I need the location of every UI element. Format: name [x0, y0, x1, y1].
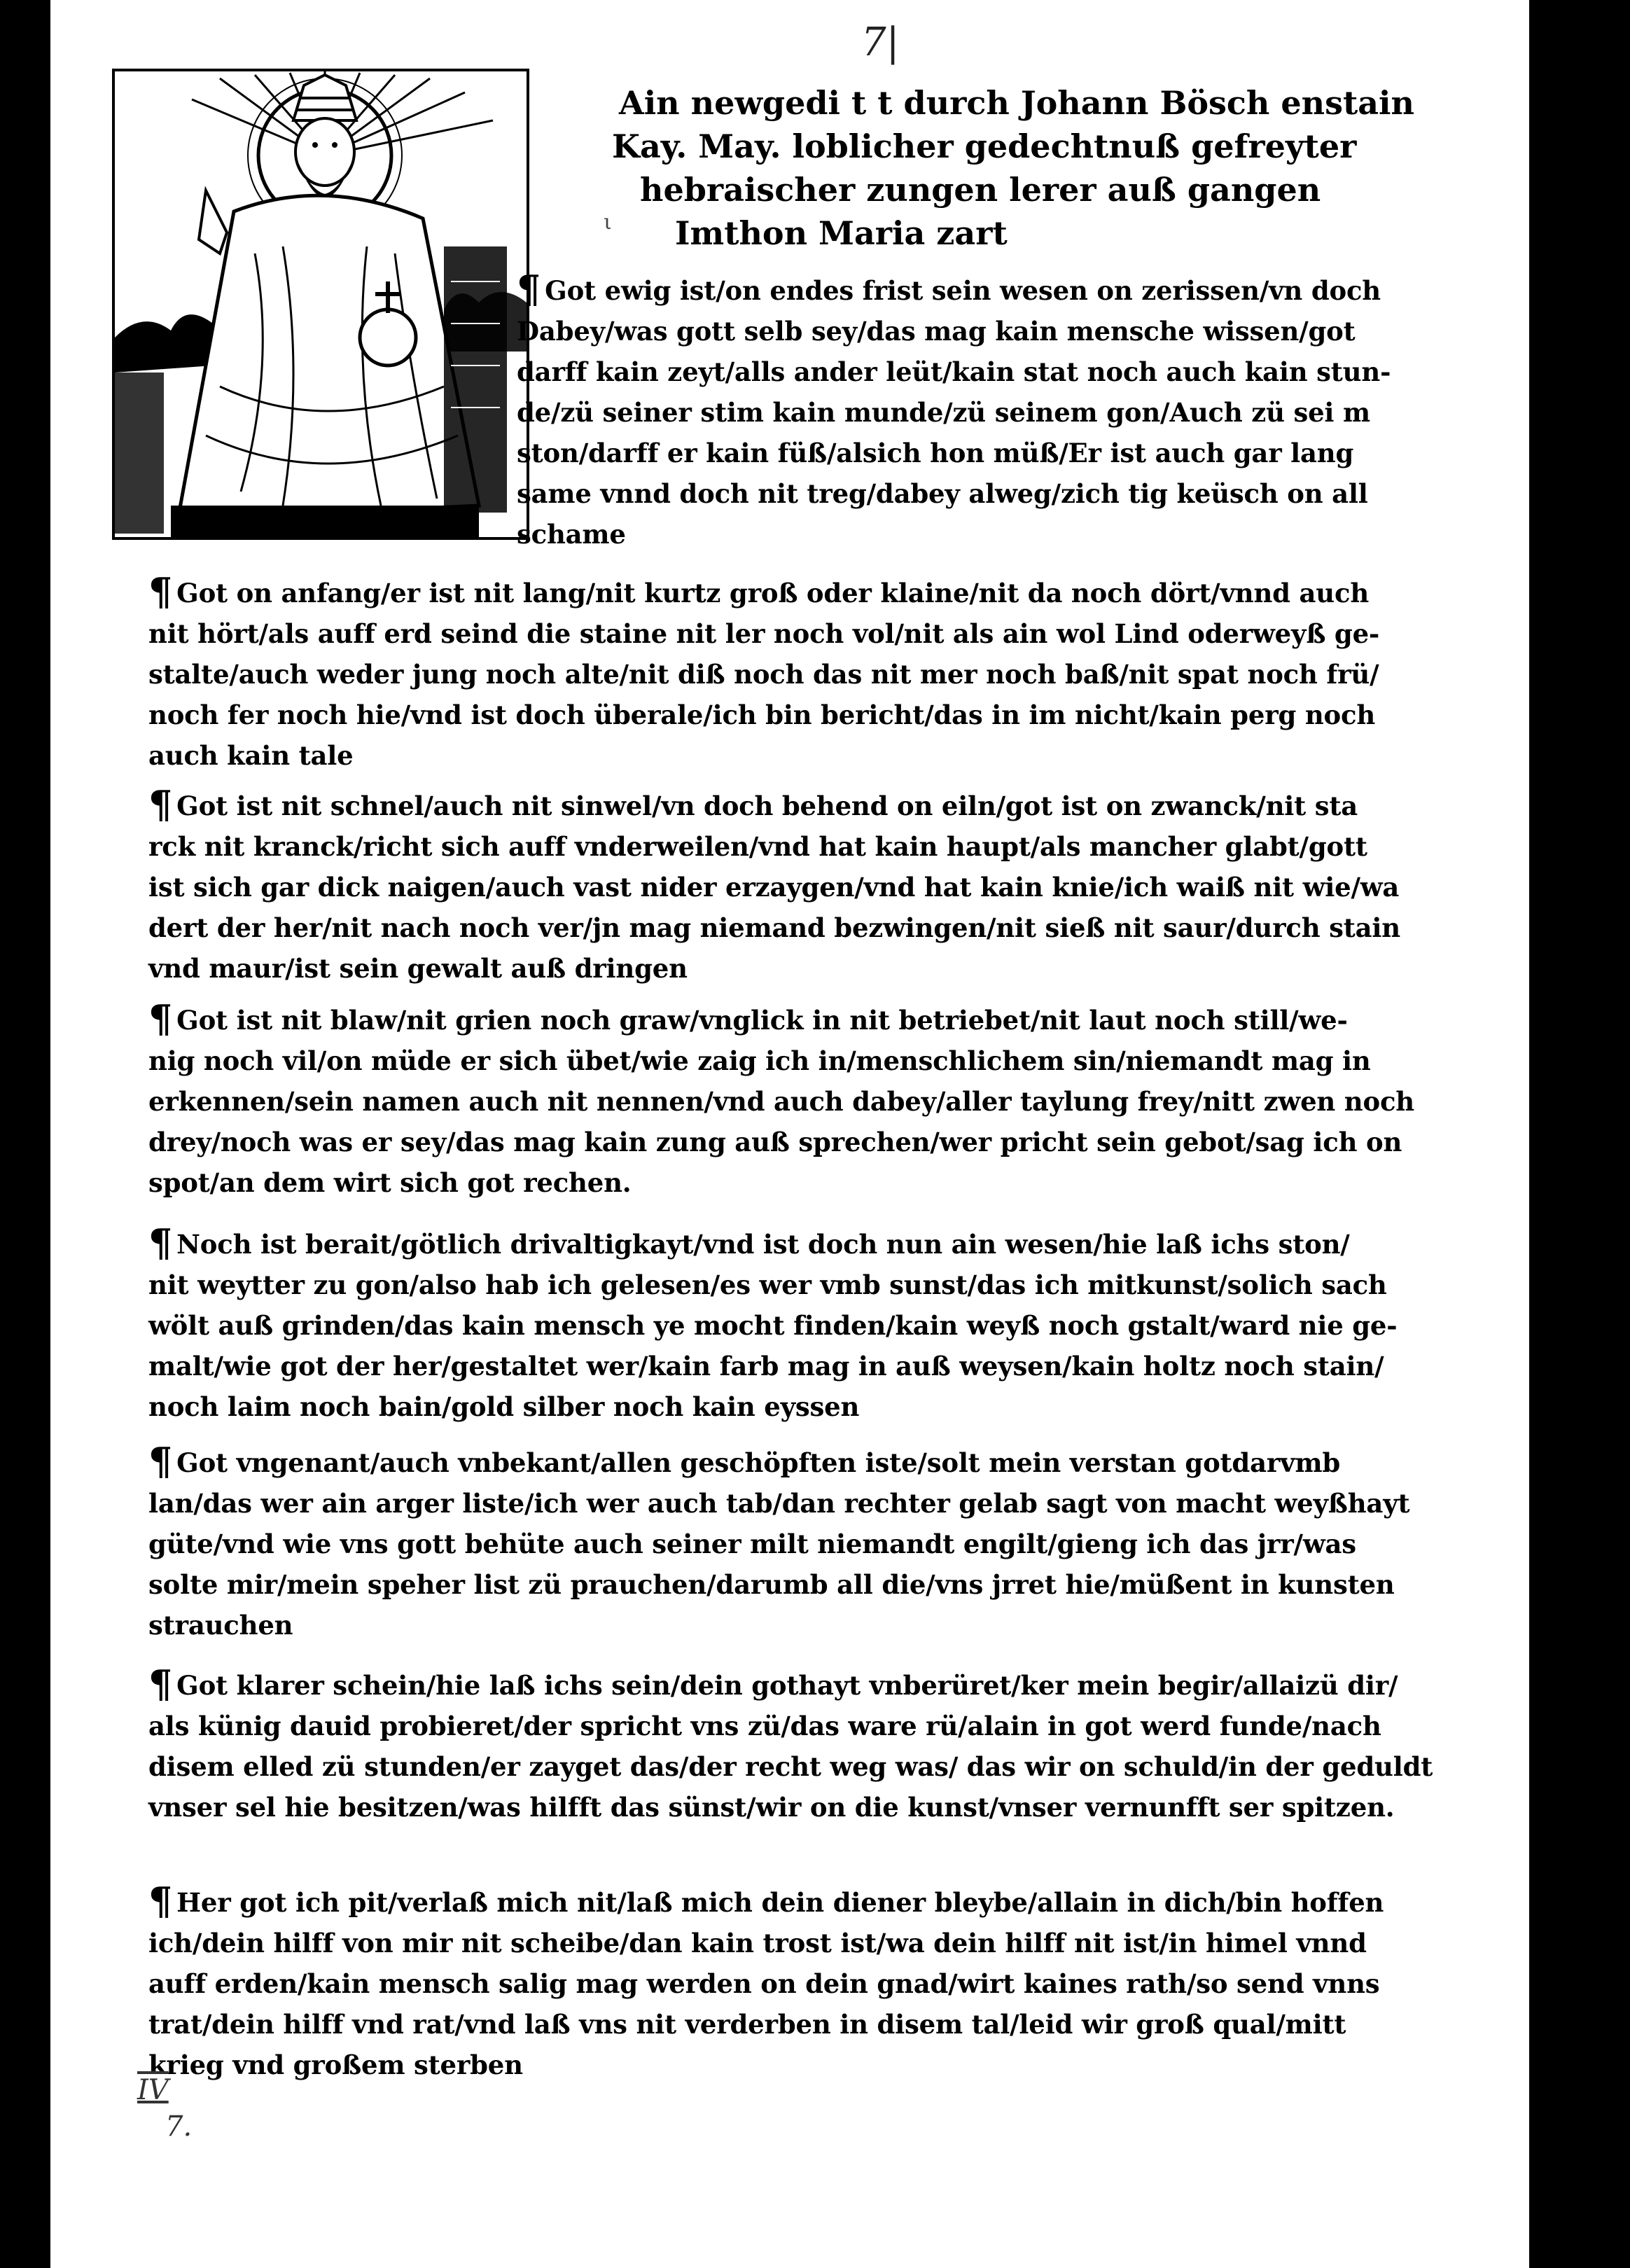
- folio-mark: 7|: [861, 20, 900, 65]
- title-line: Ain newgedi t t durch Johann Bösch enstain: [619, 84, 1414, 122]
- verse-line: dert der her/nit nach noch ver/jn mag niemand bezwingen/nit sieß nit saur/durch stain: [148, 912, 1400, 943]
- verse-line: lan/das wer ain arger liste/ich wer auch tab/dan rechter gelab sagt von macht weyßhayt: [148, 1488, 1410, 1519]
- verse-line: noch fer noch hie/vnd ist doch überale/ich bin bericht/das in im nicht/kain perg noch: [148, 700, 1376, 730]
- verse-line: erkennen/sein namen auch nit nennen/vnd auch dabey/aller taylung frey/nitt zwen noch: [148, 1086, 1414, 1117]
- verse-line: malt/wie got der her/gestaltet wer/kain farb mag in auß weysen/kain holtz noch stain/: [148, 1351, 1384, 1382]
- title-line: hebraischer zungen lerer auß gangen: [640, 171, 1321, 209]
- pilcrow-icon: ¶: [148, 782, 173, 827]
- verse-line: Got klarer schein/hie laß ichs sein/dein gothayt vnberüret/ker mein begir/allaizü dir/: [176, 1670, 1398, 1701]
- verse-line: solte mir/mein speher list zü prauchen/darumb all die/vns jrret hie/müßent in kunsten: [148, 1569, 1395, 1600]
- verse-line: schame: [517, 519, 626, 550]
- printed-page: [50, 0, 1529, 2268]
- verse-line: Got ewig ist/on endes frist sein wesen on zerissen/vn doch: [545, 275, 1381, 306]
- verse-line: Got ist nit blaw/nit grien noch graw/vnglick in nit betriebet/nit laut noch still/we-: [176, 1005, 1348, 1036]
- verse-line: rck nit kranck/richt sich auff vnderweilen/vnd hat kain haupt/als mancher glabt/gott: [148, 831, 1367, 862]
- stanza-8: [148, 1879, 1409, 2085]
- verse-line: vnser sel hie besitzen/was hilfft das sünst/wir on die kunst/vnser vernunfft ser spitzen.: [148, 1792, 1395, 1823]
- title-block: [577, 81, 1452, 255]
- stanza-2: [148, 569, 1409, 776]
- woodcut-god-enthroned: [115, 71, 527, 537]
- verse-line: trat/dein hilff vnd rat/vnd laß vns nit verderben in disem tal/leid wir groß qual/mitt: [148, 2009, 1346, 2040]
- verse-line: Got vngenant/auch vnbekant/allen geschöpften iste/solt mein verstan gotdarvmb: [176, 1447, 1341, 1478]
- verse-line: krieg vnd großem sterben: [148, 2050, 523, 2080]
- verse-line: de/zü seiner stim kain munde/zü seinem gon/Auch zü sei m: [517, 397, 1370, 428]
- verse-line: güte/vnd wie vns gott behüte auch seiner milt niemandt engilt/gieng ich das jrr/was: [148, 1529, 1356, 1559]
- verse-line: spot/an dem wirt sich got rechen.: [148, 1167, 632, 1198]
- verse-line: darff kain zeyt/alls ander leüt/kain stat noch auch kain stun-: [517, 356, 1391, 387]
- title-line: Imthon Maria zart: [675, 214, 1008, 252]
- signature-line-1: IV: [137, 2074, 169, 2106]
- verse-line: vnd maur/ist sein gewalt auß dringen: [148, 953, 688, 984]
- stanza-4: [148, 996, 1414, 1203]
- pilcrow-icon: ¶: [517, 267, 541, 312]
- verse-line: auch kain tale: [148, 740, 354, 771]
- pilcrow-icon: ¶: [148, 1879, 173, 1923]
- verse-line: same vnnd doch nit treg/dabey alweg/zich tig keüsch on all: [517, 478, 1368, 509]
- signature-mark: [137, 2074, 192, 2143]
- pilcrow-icon: ¶: [148, 1439, 173, 1484]
- pilcrow-icon: ¶: [148, 996, 173, 1041]
- pilcrow-icon: ¶: [148, 1220, 173, 1265]
- verse-line: Got on anfang/er ist nit lang/nit kurtz groß oder klaine/nit da noch dört/vnnd auch: [176, 578, 1370, 608]
- verse-line: drey/noch was er sey/das mag kain zung auß sprechen/wer pricht sein gebot/sag ich on: [148, 1127, 1402, 1157]
- stanza-1: [517, 267, 1399, 555]
- verse-line: nig noch vil/on müde er sich übet/wie zaig ich in/menschlichem sin/niemandt mag in: [148, 1045, 1371, 1076]
- pilcrow-icon: ¶: [148, 1662, 173, 1706]
- verse-line: noch laim noch bain/gold silber noch kain eyssen: [148, 1391, 860, 1422]
- verse-line: strauchen: [148, 1610, 293, 1641]
- verse-line: nit weytter zu gon/also hab ich gelesen/es wer vmb sunst/das ich mitkunst/solich sach: [148, 1269, 1387, 1300]
- verse-line: disem elled zü stunden/er zayget das/der recht weg was/ das wir on schuld/in der geduldt: [148, 1751, 1433, 1782]
- woodcut-illustration: [112, 69, 529, 540]
- verse-line: ich/dein hilff von mir nit scheibe/dan kain trost ist/wa dein hilff nit ist/in himel vnnd: [148, 1928, 1367, 1959]
- verse-line: stalte/auch weder jung noch alte/nit diß noch das nit mer noch baß/nit spat noch frü/: [148, 659, 1379, 690]
- signature-line-2: 7.: [165, 2110, 193, 2143]
- verse-line: ston/darff er kain füß/alsich hon müß/Er ist auch gar lang: [517, 438, 1354, 468]
- stray-mark: ι: [604, 210, 612, 235]
- verse-line: als künig dauid probieret/der spricht vns zü/das ware rü/alain in got werd funde/nach: [148, 1711, 1381, 1741]
- verse-line: ist sich gar dick naigen/auch vast nider erzaygen/vnd hat kain knie/ich waiß nit wie/wa: [148, 872, 1400, 903]
- stanza-3: [148, 782, 1409, 989]
- verse-line: Dabey/was gott selb sey/das mag kain mensche wissen/got: [517, 316, 1356, 347]
- verse-line: Her got ich pit/verlaß mich nit/laß mich dein diener bleybe/allain in dich/bin hoffen: [176, 1887, 1384, 1918]
- pilcrow-icon: ¶: [148, 569, 173, 614]
- title-line: Kay. May. loblicher gedechtnuß gefreyter: [612, 127, 1357, 165]
- verse-line: wölt auß grinden/das kain mensch ye mocht finden/kain weyß noch gstalt/ward nie ge-: [148, 1310, 1398, 1341]
- stanza-7: [148, 1662, 1433, 1828]
- verse-line: auff erden/kain mensch salig mag werden on dein gnad/wirt kaines rath/so send vnns: [148, 1968, 1380, 1999]
- verse-line: Got ist nit schnel/auch nit sinwel/vn doch behend on eiln/got ist on zwanck/nit sta: [176, 791, 1358, 821]
- stanza-6: [148, 1439, 1410, 1646]
- stanza-5: [148, 1220, 1409, 1427]
- verse-line: nit hört/als auff erd seind die staine nit ler noch vol/nit als ain wol Lind oderweyß ge-: [148, 618, 1380, 649]
- verse-line: Noch ist berait/götlich drivaltigkayt/vnd ist doch nun ain wesen/hie laß ichs ston/: [176, 1229, 1350, 1260]
